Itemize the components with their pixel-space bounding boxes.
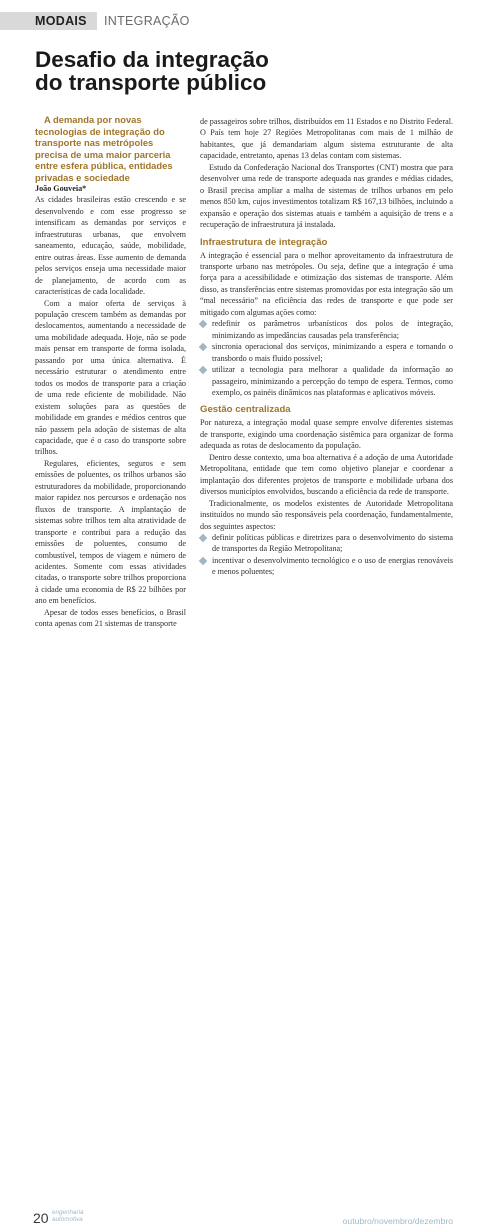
left-column [35, 114, 186, 630]
title-line-1: Desafio da integração [35, 47, 269, 72]
logo-line-2: automotiva [52, 1216, 83, 1223]
bullet-list [200, 318, 453, 398]
logo-line-1: engenharia [52, 1209, 84, 1216]
body-paragraph: Estudo da Confederação Nacional dos Transportes (CNT) mostra que para desenvolver uma rede de transporte adequada nas grandes e médias cidades, o Brasil precisa ampliar a malha de sistemas de trilhos urbanos em pelo menos 850 km, cujos investimentos totalizam R$ 167,13 bilhões, incluindo a expansão e operação dos sistemas atuais e também a aquisição de trens e a recuperação de infraestrutura já instalada. [200, 162, 453, 230]
page-number: 20 [33, 1210, 49, 1226]
section-label: MODAIS [35, 14, 87, 28]
right-column [200, 116, 453, 578]
diamond-bullet-icon [199, 343, 207, 351]
title-line-2: do transporte público [35, 70, 267, 95]
list-item: definir políticas públicas e diretrizes para o desenvolvimento do sistema de transportes da Região Metropolitana; [200, 532, 453, 555]
list-item: utilizar a tecnologia para melhorar a qualidade da informação ao passageiro, minimizando a percepção do tempo de espera. Termos, como exemplo, os painéis dinâmicos nas plataformas e aplicativos móveis. [200, 364, 453, 398]
page-footer [0, 604, 488, 1226]
body-paragraph: Regulares, eficientes, seguros e sem emissões de poluentes, os trilhos urbanos são estruturadores da mobilidade, proporcionando maior rapidez nos percursos e ordenação nos fluxos de transporte. A implantação de sistemas sobre trilhos tem alta atratividade de transporte e contribui para a redução das emissões de poluentes, consumo de combustível, tempos de viagem e número de acidentes. Somente com essas atividades citadas, o transporte sobre trilhos proporciona à cidade uma economia de R$ 22 bilhões por ano em benefícios. [35, 458, 186, 606]
body-paragraph: Tradicionalmente, os modelos existentes de Autoridade Metropolitana instituídos no mundo são responsáveis pela coordenação, fundamentalmente, dos seguintes aspectos: [200, 498, 453, 531]
body-paragraph: As cidades brasileiras estão crescendo e se desenvolvendo e com esse progresso se intensificam as demandas por serviços e infraestruturas urbanas, que envolvem saneamento, educação, saúde, mobilidade, entre outras áreas. Esse aumento de demanda pelos serviços enseja uma necessidade maior de planejamento, de acordo com as características de cada localidade. [35, 195, 186, 297]
list-item: incentivar o desenvolvimento tecnológico e o uso de energias renováveis e menos poluentes; [200, 555, 453, 578]
subsection-label: INTEGRAÇÃO [104, 14, 190, 28]
diamond-bullet-icon [199, 534, 207, 542]
body-paragraph: Apesar de todos esses benefícios, o Brasil conta apenas com 21 sistemas de transporte [35, 607, 186, 629]
list-item: redefinir os parâmetros urbanísticos dos polos de integração, minimizando as impedâncias causadas pela transferência; [200, 318, 453, 341]
issue-date: outubro/novembro/dezembro [342, 1216, 453, 1226]
body-paragraph: Dentro desse contexto, uma boa alternativa é a adoção de uma Autoridade Metropolitana, entidade que tem como objetivo planejar e coordenar a implantação dos diferentes projetos de transporte e mobilidade urbana dos diversos municípios envolvidos, buscando a eficiência da rede de transporte. [200, 452, 453, 497]
diamond-bullet-icon [199, 366, 207, 374]
list-item: sincronia operacional dos serviços, minimizando a espera e tornando o transbordo o mais fluido possível; [200, 341, 453, 364]
body-paragraph: A integração é essencial para o melhor aproveitamento da infraestrutura de transporte urbano nas metrópoles. Ou seja, define que a integração é uma força para a acessibilidade e otimização dos sistemas de transporte. Além disso, as transferências entre sistemas promovidas por esta integração são um “mal necessário” na eficiência das redes de transporte e que pode ser mitigado com algumas ações como: [200, 250, 453, 317]
article-lead: A demanda por novas tecnologias de integração do transporte nas metrópoles precisa de uma maior parceria entre esfera pública, entidades privadas e sociedade [35, 114, 173, 183]
body-paragraph: Com a maior oferta de serviços à população crescem também as demandas por deslocamentos, aumentando a necessidade de uma mobilidade adequada. Hoje, não se pode mais pensar em transporte de forma isolada, passando por uma única alternativa. É necessário estruturar o atendimento entre todos os modos de transporte para a criação de uma rede eficiente de mobilidade. Não existem soluções para as questões de mobilidade em grandes e médios centros que não passem pela adoção de sistemas de alta capacidade, que é o caso do transporte sobre trilhos. [35, 298, 186, 457]
magazine-logo [52, 1209, 84, 1223]
author-name: João Gouveia* [35, 184, 87, 193]
body-paragraph: Por natureza, a integração modal quase sempre envolve diferentes sistemas de transporte, exigindo uma coordenação sistêmica para organizar de forma adequada as rotas de deslocamento da população. [200, 418, 453, 451]
diamond-bullet-icon [199, 557, 207, 565]
bullet-list [200, 532, 453, 578]
section-heading-infraestrutura: Infraestrutura de integração [200, 236, 328, 248]
body-paragraph: de passageiros sobre trilhos, distribuídos em 11 Estados e no Distrito Federal. O País tem hoje 27 Regiões Metropolitanas com mais de 1 milhão de habitantes, que já demandariam algum sistema estruturante de alta capacidade, entretanto, apenas 13 delas contam com sistemas. [200, 117, 453, 161]
article-title [35, 48, 355, 94]
diamond-bullet-icon [199, 320, 207, 328]
header-bar [0, 0, 488, 30]
section-heading-gestao: Gestão centralizada [200, 404, 291, 416]
